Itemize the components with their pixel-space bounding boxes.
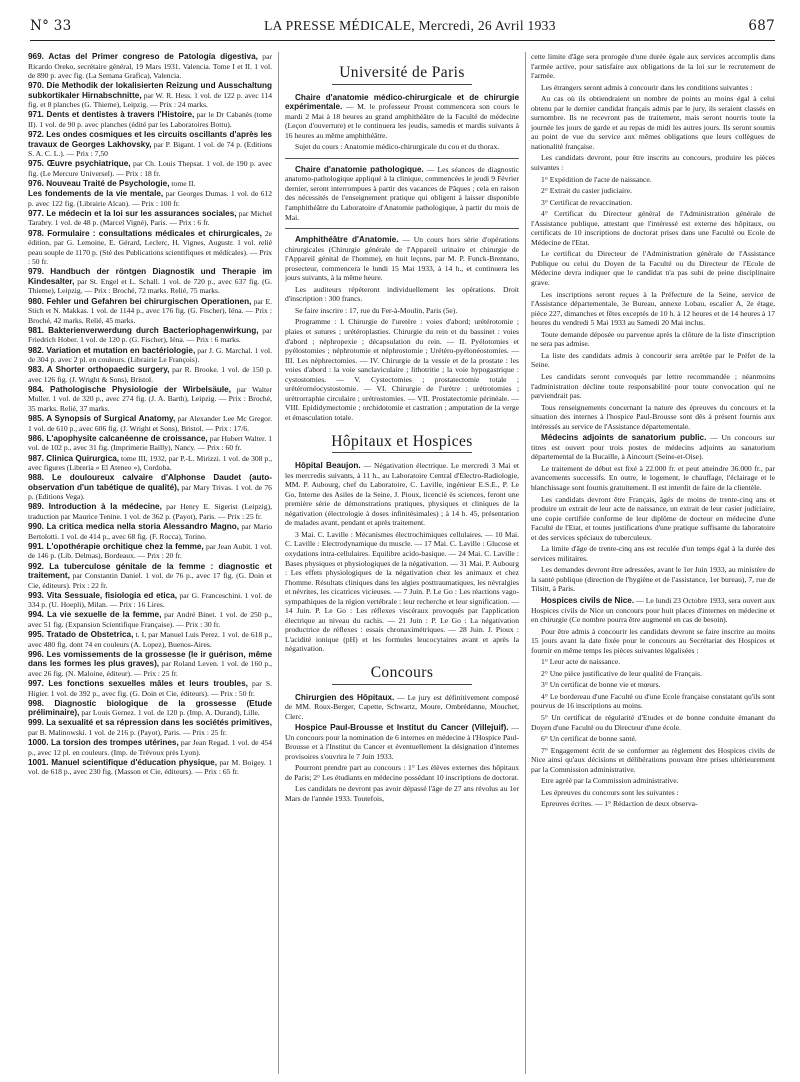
book-details: par André Binet. 1 vol. de 250 p., avec 51 fig. (Expansion Scientifique Française). — Prix : 30 fr. [28,610,272,629]
book-details: par Hubert Walter. 1 vol. de 102 p., avec 31 fig. (Imprimerie Bailly), Nancy. — Prix : 60 fr. [28,433,272,453]
book-details: par Ch. Louis Thepsat. 1 vol. de 190 p. avec fig. (Le Mercure Universel). — Prix : 18 fr. [28,159,272,178]
book-entry [28,434,272,453]
book-details: par J. G. Marchal. 1 vol. de 304 p. avec 2 pl. en couleurs. (Librairie Le François). [28,345,272,365]
paragraph-text: Epreuves écrites. — 1° Rédaction de deux observa- [541,799,698,809]
book-title: 972. Les ondes cosmiques et les circuits oscillants d'après les travaux de Georges Lakhovsky, [28,130,272,149]
body-paragraph [531,669,775,679]
book-details: par Mary Trivas. 1 vol. de 76 p. (Editions Vega). [28,482,272,502]
page-header [30,18,775,41]
news-column [285,52,519,1082]
book-details: par S. Higier. 1 vol. de 392 p., avec fig. (G. Doin et Cie, éditeurs). — Prix : 50 fr. [28,679,272,698]
book-title: 979. Handbuch der röntgen Diagnostik und Therapie im Kindesalter, [28,267,272,286]
book-title: 992. La tuberculose génitale de la femme : diagnostic et traitement, [28,561,272,581]
book-title: 970. Die Methodik der lokalisierten Reizung und Ausschaltung subkortikaler Hirnabschnitte, [28,81,272,100]
body-paragraph [531,799,775,809]
body-paragraph [531,186,775,196]
book-details: par Roland Leven. 1 vol. de 160 p., avec 26 fig. (N. Maloine, éditeur). — Prix : 25 fr. [28,659,272,678]
book-entry [28,454,272,473]
body-paragraph [531,83,775,93]
book-details: par Mario Bertolotti. 1 vol. de 414 p., avec 68 fig. (F. Rocca), Torino. [28,522,272,541]
paragraph-text: Les inscriptions seront reçues à la Préfecture de la Seine, service de l'Assistance départementale, 3e Bureau, annexe Lobau, escalier A, 2e étage, pièce 227, dimanches et fêtes exceptés de 10 h. à 12 heures et de 14 heures à 17 heures du vendredi 5 Mai 1933 au Samedi 20 Mai inclus. [531,289,775,328]
journal-title: LA PRESSE MÉDICALE, Mercredi, 26 Avril 1933 [264,18,556,33]
book-title: 985. A Synopsis of Surgical Anatomy, [28,414,176,424]
body-paragraph [531,198,775,208]
book-details: t. I, par Manuel Luis Perez. 1 vol. de 618 p., avec 480 fig. dont 74 en couleurs (A. Lopez), Buenos-Aires. [28,630,272,649]
book-entry [28,130,272,159]
paragraph-text: Au cas où ils obtiendraient un nombre de points au moins égal à celui obtenu par le dernier candidat français admis par le jury, ils seraient classés en surnombre. Ils ne recevront pas de traitement, mais seront nourris toute la journée les jours de garde et au repas de midi les autres jours. Ils seront soumis au point de vue du service aux mêmes obligations que leurs collègues de nationalité française. [531,94,775,151]
body-paragraph [531,657,775,667]
book-title: 980. Fehler und Gefahren bei chirurgischen Operationen, [28,296,252,306]
book-entry [28,179,272,189]
section-title-hopitaux: Hôpitaux et Hospices [285,437,519,454]
book-details: par Henry E. Sigerist (Leipzig), traduction par Maurice Tenine. 1 vol. de 362 p. (Payot), Paris. — Prix : 25 fr. [28,502,272,521]
book-title: 986. L'apophysite calcanéenne de croissance, [28,433,208,443]
book-title: 981. Bakterienverwerdung durch Bacteriophagenwirkung, [28,325,259,335]
paragraph-text: 1° Leur acte de naissance. [541,657,621,667]
book-title: 990. La critica medica nella storia Alessandro Magno, [28,522,239,532]
book-entry [28,679,272,698]
paragraph-text: Les demandes devront être adressées, avant le 1er Juin 1933, au ministère de la santé publique (direction de l'hygiène et de l'assistance, 1er bureau), 7, rue de Tilsitt, à Paris. [531,565,775,594]
body-paragraph [531,544,775,563]
announcement-paragraph [285,693,519,722]
body-paragraph [531,175,775,185]
book-entry [28,502,272,521]
book-entry [28,346,272,365]
paragraph-text: Tous renseignements concernant la nature des épreuves du concours et la situation des internes à l'hospice Paul-Brousse sont dès à présent fournis aux intéressés au service de l'Assistance départementale. [531,402,775,431]
paragraph-text: — Négativation électrique. Le mercredi 3 Mai et les mercredis suivants, à 11 h., au Laboratoire Central d'Electro-Radiologie, MM. P. Aubourg, chef du Laboratoire, C. Laville, ingénieur E.S.E., P. Le Go, Interne des Asiles de la Seine, J. Pioux, licencié ès sciences, feront une première série de démonstrations pratiques, physiques et cliniques de la négativation (électrologie à doses infinitésimales) ; à 14 h. 45, présentation de malades avant, pendant et après traitement. [285,461,519,528]
book-entry [28,365,272,384]
book-entry [28,610,272,629]
book-entry [28,229,272,267]
body-paragraph [285,306,519,316]
book-title: 994. La vie sexuelle de la femme, [28,610,162,620]
section-title-concours: Concours [285,668,519,685]
book-title: 989. Introduction à la médecine, [28,502,162,512]
book-entry [28,591,272,610]
book-entry [28,52,272,81]
book-title: 975. Œuvre psychiatrique, [28,159,131,169]
book-details: par Jean Regad. 1 vol. de 454 p., avec 12 pl. en couleurs. (Imp. de Trévoux près Lyon). [28,738,272,757]
book-details: par R. Brooke. 1 vol. de 150 p. avec 126 fig. (J. Wright & Sons), Bristol. [28,365,272,384]
page-number: 687 [748,18,775,34]
paragraph-text: — Le lundi 23 Octobre 1933, sera ouvert aux Hospices civils de Nice un concours pour huit places d'internes en médecine et en chirurgie (Ce nombre pourra être augmenté en cas de besoin). [531,595,775,625]
book-entry [28,209,272,228]
book-entry [28,297,272,326]
body-paragraph [285,784,519,803]
book-list-column [28,52,272,1082]
paragraph-text: 1° Expédition de l'acte de naissance. [541,174,652,184]
book-title: 987. Clinica Quirurgica, [28,453,120,463]
book-details: par G. Franceschini. 1 vol. de 334 p. (U. Hoepli), Milan. — Prix : 16 Lires. [28,590,272,610]
paragraph-text: Les épreuves du concours sont les suivantes : [541,787,679,797]
body-paragraph [531,94,775,151]
paragraph-text: Pourront prendre part au concours : 1° Les élèves externes des hôpitaux de Paris; 2° Les étudiants en médecine possédant 10 inscriptions de doctorat. [285,763,519,782]
book-entry [28,189,272,208]
book-details: par Walter Muller. 1 vol. de 320 p., avec 274 fig. (J. A. Barth), Leipzig. — Prix : Broché, 35 marks. Relié, 37 marks. [28,384,272,413]
book-title: 1000. La torsion des trompes utérines, [28,738,179,748]
body-paragraph [531,464,775,493]
announcement-paragraph [285,235,519,283]
paragraph-text: Programme : I. Chirurgie de l'uretère : voies d'abord; urétérotomie ; plaies et sutures ; urétéroplasties. Chirurgie du rein et du bassinet : voies d'abord ; néphropexie ; décapsulation du rein. — II. Pyélotomies et pyélostomies ; néphrotomie et néphrostomie ; Urétéro-pyélonéostomies. — III. Les néphrectomies. — IV. Chirurgie de la vessie et de la prostate : les voies d'abord : la voie sanclaviculaire ; lithotritie ; la voie hypogastrique : cystostomies. — V. Cystectomies ; prostatectomie totale ; urétérornéocystostomie. — VI. Chirurgie de l'urètre : urétrotomies ; urétrorraphie circulaire ; urétrostomies. — VII. Prostatectomie périnéale. — VIII. Epididymectomie ; orchidotomie et castration ; amputation de la verge et émasculation totale. [285,317,519,422]
announcement-paragraph [531,433,775,462]
body-paragraph [531,153,775,172]
body-paragraph [531,565,775,594]
announcement-heading: Hospices civils de Nice. [541,595,635,605]
body-paragraph [531,249,775,287]
book-entry [28,630,272,649]
paragraph-text: — M. le professeur Proust commencera son cours le mardi 2 Mai à 18 heures au grand amphithéâtre de la Faculté de médecine (Leçon d'ouverture) et le continuera les jeudis, samedis et mardis suivants à 16 heures au même amphithéâtre. [285,102,519,140]
body-paragraph [285,530,519,654]
paragraph-text: — Un concours pour la nomination de 6 internes en médecine à l'Hospice Paul-Brousse et à l'Institut du Cancer et éventuellement la désignation d'internes provisoires s'ouvrira le 7 Juin 1933. [285,723,519,761]
announcement-heading: Chaire d'anatomie médico-chirurgicale et de chirurgie expérimentale. [285,92,519,112]
book-entry [28,110,272,129]
paragraph-text: Se faire inscrire : 17, rue du Fer-à-Moulin, Paris (5e). [295,305,458,315]
paragraph-text: 2° Extrait du casier judiciaire. [541,186,632,196]
body-paragraph [285,763,519,782]
concours-section [285,693,519,804]
book-title: 997. Les fonctions sexuelles mâles et leurs troubles, [28,679,248,689]
book-details: par Ricardo Oreko, secrétaire général, 19 Mars 1931. Valencia. Tome I et II. 1 vol. de 890 p. avec fig. (La Semana Grafica), Valencia. [28,52,272,81]
announcement-heading: Chirurgien des Hôpitaux. [295,692,395,702]
book-entry [28,758,272,777]
book-entry [28,542,272,561]
paragraph-text: La limite d'âge de trente-cinq ans est reculée d'un temps égal à la durée des services militaires. [531,544,775,563]
column-rule [525,52,526,1074]
paragraph-text: 3° Un certificat de bonne vie et mœurs. [541,680,661,690]
book-title: 971. Dents et dentistes à travers l'Histoire, [28,110,195,120]
book-details: par le Dr Cabanès (tome II). 1 vol. de 90 p. avec planches (édité par les Laboratoires Bottu). [28,110,272,130]
book-title: 1001. Manuel scientifique d'éducation physique, [28,757,218,767]
book-title: 999. La sexualité et sa répression dans les sociétés primitives, [28,718,272,728]
announcement-heading: Médecins adjoints de sanatorium public. [541,433,707,443]
body-paragraph [531,209,775,247]
paragraph-text: Les candidats ne devront pas avoir dépassé l'âge de 27 ans révolus au 1er Mars de l'année 1933. Toutefois, [285,784,519,803]
book-details: par M. Boigey. 1 vol. de 618 p., avec 230 fig. (Masson et Cie, éditeurs). — Prix : 65 fr. [28,757,272,777]
announcement-paragraph [531,596,775,625]
paragraph-text: 2° Une pièce justificative de leur qualité de Français. [541,668,702,678]
book-details: par Friedrich Hober. 1 vol. de 120 p. (G. Fischer), Iéna. — Prix : 6 marks. [28,325,272,345]
body-paragraph [531,776,775,786]
book-entry [28,650,272,679]
announcement-paragraph [285,461,519,528]
announcement-heading: Chaire d'anatomie pathologique. [295,164,424,174]
book-details: par Constantin Daniel. 1 vol. de 76 p., avec 17 fig. (G. Doin et Cie, éditeurs). Prix : 22 fr. [28,571,272,590]
book-details: par Louis Gernez. 1 vol. de 120 p. (Imp. A. Durand), Lille. [79,708,260,718]
body-paragraph [531,403,775,432]
book-details: par Jean Aubit. 1 vol. de 146 p. (Lib. Delmas), Bordeaux. — Prix : 20 fr. [28,541,272,561]
body-paragraph [531,495,775,543]
announcement-paragraph [285,723,519,761]
book-title: 976. Nouveau Traité de Psychologie, [28,179,170,189]
paragraph-text: 7° Engagement écrit de se conformer au règlement des Hospices civils de Nice ainsi qu'aux décisions et délibérations pouvant être prises ultérieurement par la Commission administrative. [531,745,775,774]
body-paragraph [531,746,775,775]
issue-number: N° 33 [30,18,72,34]
body-paragraph [531,680,775,690]
book-title: Les fondements de la vie mentale, [28,189,164,199]
book-title: 977. Le médecin et la loi sur les assurances sociales, [28,208,237,218]
paragraph-text: Le traitement de début est fixé à 22.000 fr. et peut atteindre 36.000 fr., par avancements successifs. En outre, le logement, le chauffage, l'éclairage et le blanchissage sont fournis gratuitement. Il est interdit de faire de la clientèle. [531,463,775,492]
paragraph-separator [285,228,519,229]
announcement-paragraph [285,165,519,222]
paragraph-text: 3 Mai. C. Laville : Mécanismes électrochimiques cellulaires. — 10 Mai. C. Laville : Electrodynamique du muscle. — 17 Mai. C. Laville : Glucose et oxydations intra-cellulaires. Equilibre acido-basique. — 24 Mai. C. Laville : Bases physiques et physiologiques de la négativation. — 31 Mai. P. Aubourg : Les effets physiologiques de la négativation chez les animaux et chez l'homme. Résultats cliniques dans les algies posttraumatiques, les névralgies et névrites, les cicatrices vicieuses. — 7 Juin. P. Le Go : Les réactions vago-sympathiques de la région vertébrale : leur recherche et leur signification. — 14 Juin. P. Le Go : Les réflexes viscéraux provoqués par l'application électrique au niveau du rachis. — 21 Juin : P. Le Go : La négativation productrice de réflexes : essais chronaximétriques. — 28 Juin. J. Pioux : L'acidité ionique (pH) et les formules leucocytaires avant et après la négativation. [285,529,519,654]
book-title: 984. Pathologische Physiologie der Wirbelsäule, [28,384,232,394]
book-title: 988. Le douloureux calvaire d'Alphonse Daudet (auto-observation d'un tabétique de qualité), [28,473,272,492]
paragraph-text: Sujet du cours : Anatomie médico-chirurgicale du cou et du thorax. [295,142,500,152]
book-title: 995. Tratado de Obstetrica, [28,630,134,640]
book-title: 991. L'opothérapie orchitique chez la femme, [28,541,204,551]
paragraph-text: Pour être admis à concourir les candidats devront se faire inscrire au moins 15 jours avant la date fixée pour le concours au Secrétariat des Hospices et fournir en même temps les pièces suivantes légalisées : [531,626,775,655]
body-paragraph [531,692,775,711]
book-details: par St. Engel et L. Schall. 1 vol. de 720 p., avec 637 fig. (G. Thieme), Leipzig. — Prix : Broché, 72 marks. Relié, 75 marks. [28,276,272,296]
paragraph-text: Etre agréé par la Commission administrative. [541,776,679,786]
book-details: par B. Malinowski. 1 vol. de 216 p. (Payot), Paris. — Prix : 25 fr. [28,727,227,737]
book-details: par Alexander Lee Mc Gregor. 1 vol. de 610 p., avec 606 fig. (J. Wright et Sons), Bristol. — Prix : 17/6. [28,414,272,433]
announcement-heading: Hôpital Beaujon. [295,461,361,471]
column-rule [278,52,279,1074]
concours-continued-column [531,52,775,1082]
paragraph-text: 5° Un certificat de régularité d'Etudes et de bonne conduite émanant du Doyen d'une Faculté ou du Directeur d'une école. [531,713,775,732]
hopitaux-section [285,461,519,654]
body-paragraph [531,351,775,370]
paragraph-text: Le certificat du Directeur de l'Administration générale de l'Assistance Publique ou celui du Doyen de la Faculté ou du Directeur de l'Ecole de Médecine devra indiquer que le candidat n'a pas subi de peine disciplinaire grave. [531,249,775,288]
book-entry [28,699,272,718]
announcement-heading: Amphithéâtre d'Anatomie. [295,235,399,245]
book-entry [28,326,272,345]
paragraph-text: Les candidats devront, pour être inscrits au concours, produire les pièces suivantes : [531,153,775,173]
paragraph-text: Toute demande déposée ou parvenue après la clôture de la liste d'inscription ne sera pas admise. [531,329,775,349]
body-paragraph [531,372,775,401]
paragraph-text: — Les séances de diagnostic anatomo-pathologique appliqué à la clinique, commencées le jeudi 9 Février dernier, seront interrompues à partir des vacances de Pâques ; cela en raison des nécessités de l'enseignement pratique qui obligent à laisser disponible l'amphithéâtre du Laboratoire d'Anatomie pathologique, à partir du mois de Mai. [285,164,519,222]
book-details: par W. R. Hess. 1 vol. de 122 p. avec 114 fig. et 8 planches (G. Thieme), Leipzig. — Prix : 24 marks. [28,90,272,110]
paragraph-text: Les auditeurs répéteront individuellement les opérations. Droit d'inscription : 300 francs. [285,284,519,304]
book-entry [28,522,272,541]
book-entry [28,385,272,414]
body-paragraph [285,285,519,304]
book-entry [28,267,272,296]
body-paragraph [531,52,775,81]
paragraph-text: 4° Certificat du Directeur général de l'Administration générale de l'Assistance publique, attestant que l'intéressé est externe des hôpitaux, ou certificats de 10 inscriptions de doctorat prises dans une Faculté ou Ecole de Médecine de l'Etat. [531,209,775,247]
body-paragraph [531,330,775,349]
book-title: 969. Actas del Primer congreso de Patología digestiva, [28,52,258,61]
paragraph-text: Les étrangers seront admis à concourir dans les conditions suivantes : [541,82,753,92]
paragraph-text: — Le jury est définitivement composé de MM. Roux-Berger, Capette, Schwartz, Moure, Ombrédanne, Mouchet, Clerc. [285,692,519,721]
section-title-universite: Université de Paris [285,68,519,85]
book-entry [28,473,272,502]
book-title: 983. A Shorter orthopaedic surgery, [28,365,170,375]
body-paragraph [531,290,775,328]
book-entry [28,414,272,433]
book-entry [28,81,272,110]
book-details: par Georges Dumas. 1 vol. de 612 p. avec 122 fig. (Librairie Alcan). — Prix : 100 fr. [28,189,272,208]
body-paragraph [285,142,519,152]
book-title: 982. Variation et mutation en bactériologie, [28,345,196,355]
body-paragraph [531,788,775,798]
paragraph-text: Les candidats devront être Français, âgés de moins de trente-cinq ans et produire un extrait de leur acte de naissance, un extrait de leur casier judiciaire, une copie certifiée conforme de leur diplôme de docteur en médecine d'une Faculté de l'Etat, et toutes justifications d'une pratique suffisante du laboratoire et des services spéciaux de tuberculeux. [531,494,775,542]
book-details: par P. Bigant. 1 vol. de 74 p. (Editions S. A. C. L.). — Prix : 7,50 [28,139,272,159]
paragraph-text: La liste des candidats admis à concourir sera arrêtée par le Préfet de la Seine. [531,350,775,370]
book-title: 993. Vita Sessuale, fisiologia ed etica, [28,590,178,600]
book-entry [28,159,272,178]
paragraph-text: — Un concours sur titres est ouvert pour trois postes de médecins adjoints au sanatorium départemental de la Bucaille, à Aincourt (Seine-et-Oise). [531,433,775,462]
book-details: par E. Stich et N. Makkas. 1 vol. de 1144 p., avec 176 fig. (G. Fischer), Iéna. — Prix : Broché, 42 marks. Relié, 45 marks. [28,296,272,325]
paragraph-separator [285,158,519,159]
paragraph-text: cette limite d'âge sera prorogée d'une durée égale aux services accomplis dans l'armée active, pour satisfaire aux obligations de la loi sur le recrutement de l'armée. [531,52,775,81]
body-paragraph [531,713,775,732]
book-details: 2e édition, par G. Lemoine, E. Gérard, Leclerc, H. Vignes, Augustr. 1 vol. relié peau souple de 1170 p. (Sté des Publications scientifiques et médicales). — Prix : 50 fr. [28,228,272,267]
announcement-heading: Hospice Paul-Brousse et Institut du Cancer (Villejuif). [295,723,509,733]
announcement-paragraph [285,93,519,141]
body-paragraph [531,627,775,656]
book-entry [28,562,272,591]
book-title: 996. Les vomissements de la grossesse (le ir guérison, même dans les formes les plus graves), [28,649,272,669]
body-paragraph [531,734,775,744]
book-details: tome III, 1932, par P.-L. Mirizzi. 1 vol. de 308 p., avec figures (Librería « El Ateneo »), Cordoba. [28,453,272,473]
paragraph-text: — Un cours hors série d'opérations chirurgicales (Chirurgie générale de l'Appareil urinaire et chirurgie de l'Appareil génital de l'homme), en huit leçons, par M. P. Funck-Brentano, prosecteur, commencera le lundi 15 Mai 1933, à 14 h., et continuera les jours suivants, à la même heure. [285,235,519,283]
book-title: 998. Diagnostic biologique de la grossesse (Etude préliminaire), [28,698,272,718]
book-title: 978. Formulaire : consultations médicales et chirurgicales, [28,228,262,238]
paragraph-text: 3° Certificat de revaccination. [541,197,633,207]
universite-section [285,93,519,423]
book-details: tome II. [169,179,196,189]
book-entry [28,718,272,737]
book-entry [28,738,272,757]
book-details: par Michel Tarabry. 1 vol. de 48 p. (Marcel Vigné), Paris. — Prix : 6 fr. [28,208,272,228]
body-paragraph [285,317,519,422]
paragraph-text: 6° Un certificat de bonne santé. [541,734,637,744]
paragraph-text: Les candidats seront convoqués par lettre recommandée ; néanmoins l'administration décline toute responsabilité pour toute convocation qui ne parviendrait pas. [531,371,775,401]
paragraph-text: 4° Le bordereau d'une Faculté ou d'une Ecole française constatant qu'ils sont pourvus de 16 inscriptions au moins. [531,691,775,711]
